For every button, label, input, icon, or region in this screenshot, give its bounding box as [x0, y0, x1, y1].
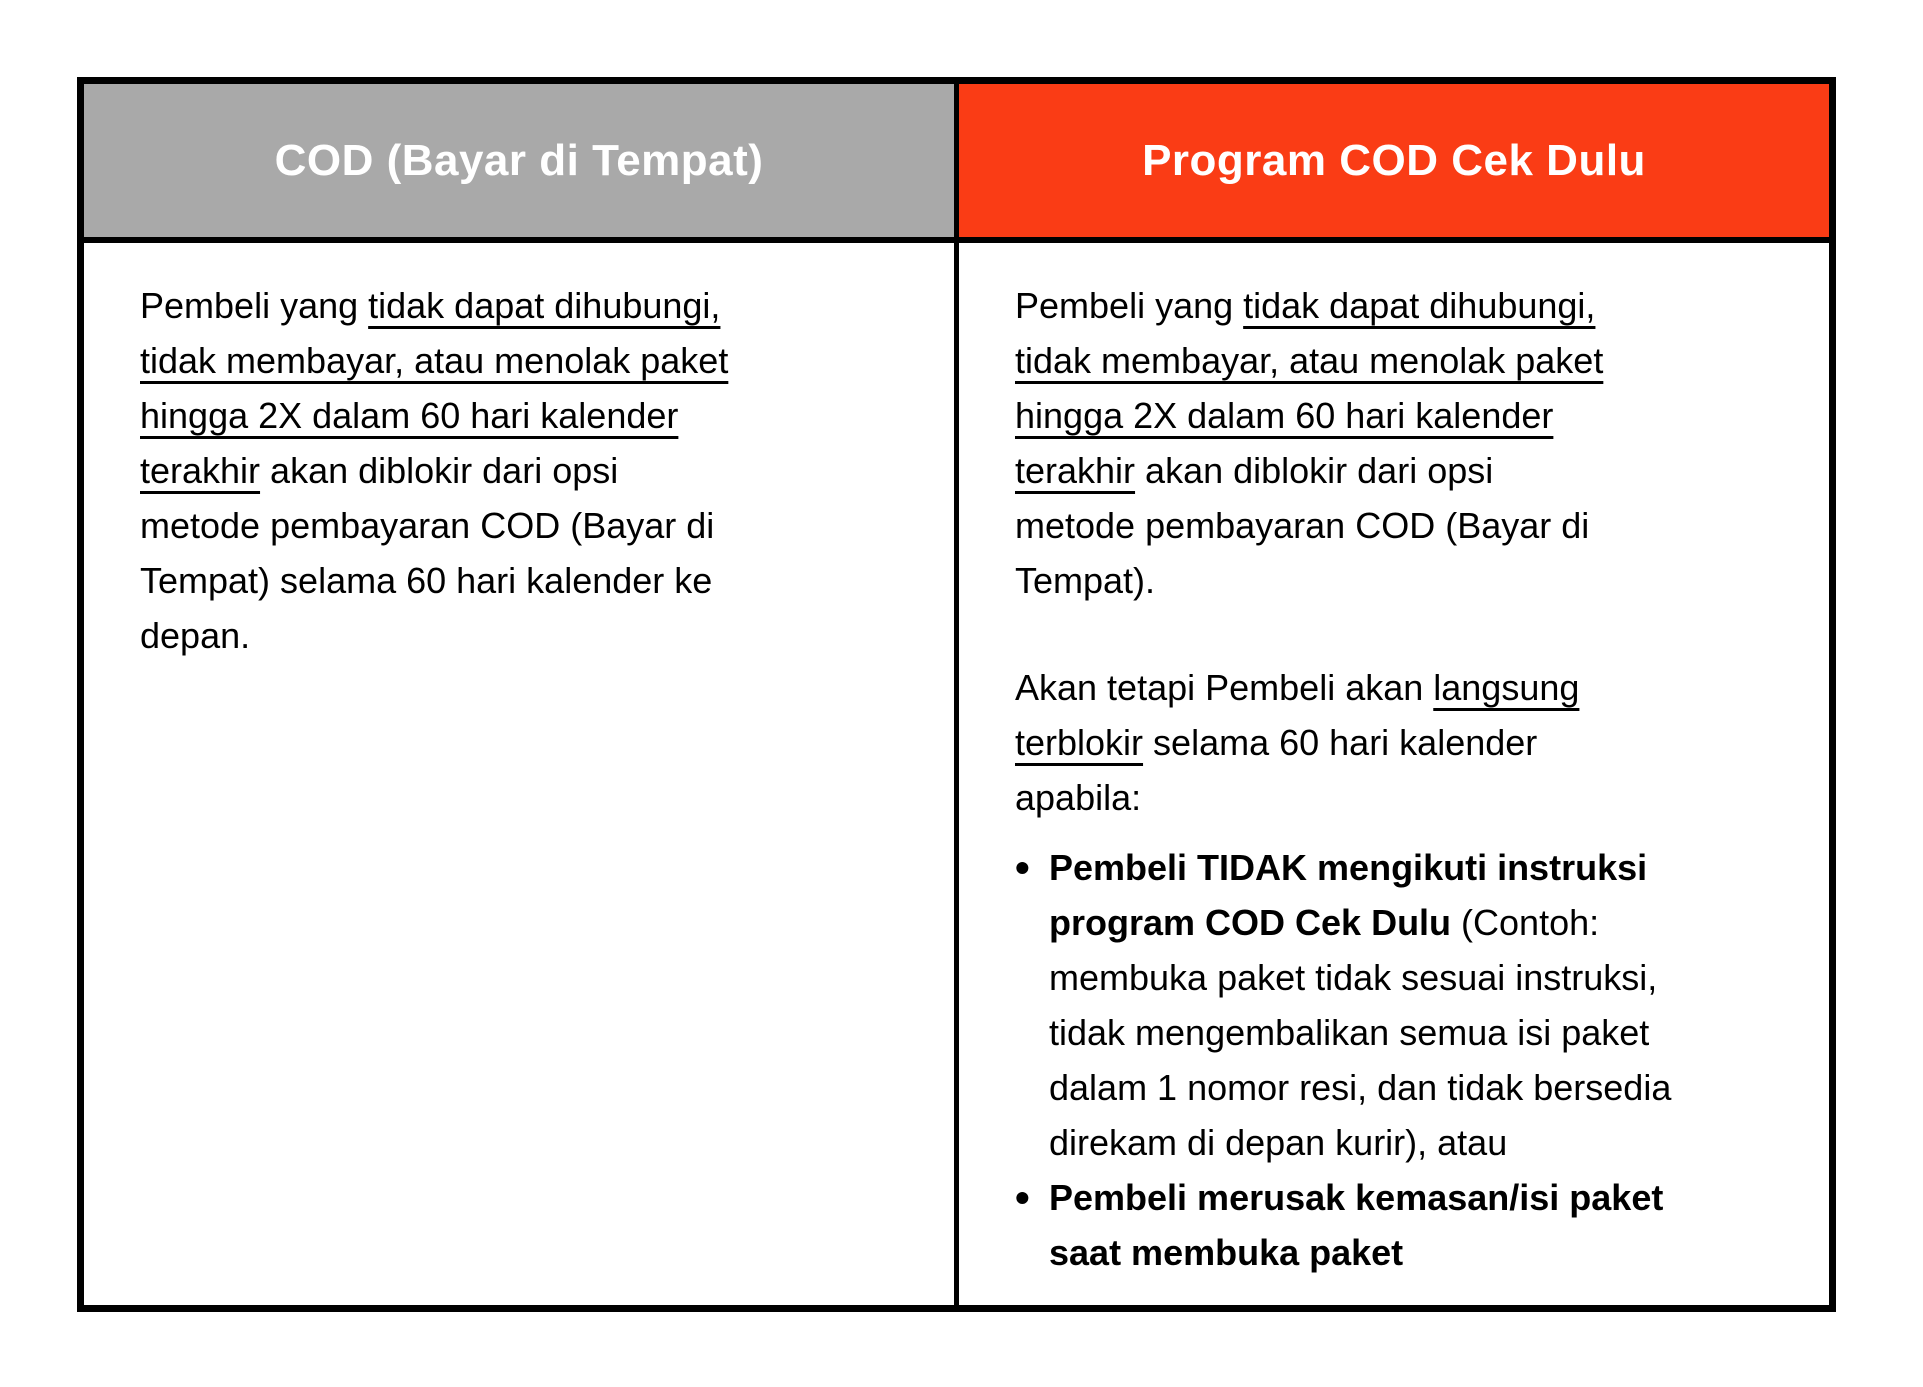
text-run: akan diblokir dari opsi — [260, 450, 619, 491]
text-run: metode pembayaran COD (Bayar di — [140, 505, 715, 546]
cell-cod-cek-dulu-policy — [954, 243, 1829, 1305]
underlined-text-run: terakhir — [140, 450, 261, 491]
underlined-text-run: tidak membayar, atau menolak paket — [140, 340, 729, 381]
bullet-icon: • — [1015, 1174, 1030, 1221]
cod-comparison-table — [77, 77, 1836, 1312]
text-run: direkam di depan kurir), atau — [1049, 1122, 1508, 1163]
underlined-text-run: tidak membayar, atau menolak paket — [1015, 340, 1604, 381]
text-run: tidak mengembalikan semua isi paket — [1049, 1012, 1650, 1053]
text-run: membuka paket tidak sesuai instruksi, — [1049, 957, 1658, 998]
list-item-text — [1049, 1170, 1795, 1280]
list-item — [1015, 1170, 1795, 1280]
text-run: akan diblokir dari opsi — [1135, 450, 1494, 491]
table-header-row — [84, 84, 1829, 243]
text-run: metode pembayaran COD (Bayar di — [1015, 505, 1590, 546]
text-run: Akan tetapi Pembeli akan — [1015, 667, 1434, 708]
bullet-icon: • — [1015, 844, 1030, 891]
cod-policy-paragraph — [140, 278, 920, 663]
text-run: depan. — [140, 615, 251, 656]
block-conditions-list — [1015, 840, 1795, 1280]
underlined-text-run: hingga 2X dalam 60 hari kalender — [140, 395, 679, 436]
instant-block-paragraph — [1015, 660, 1795, 825]
text-run: Tempat) selama 60 hari kalender ke — [140, 560, 713, 601]
bold-text-run: saat membuka paket — [1049, 1232, 1404, 1273]
text-run: selama 60 hari kalender — [1143, 722, 1538, 763]
list-item — [1015, 840, 1795, 1170]
bold-text-run: Pembeli TIDAK mengikuti instruksi — [1049, 847, 1648, 888]
text-run: (Contoh: — [1451, 902, 1600, 943]
underlined-text-run: terblokir — [1015, 722, 1144, 763]
text-run: Pembeli yang — [140, 285, 369, 326]
bold-text-run: Pembeli merusak kemasan/isi paket — [1049, 1177, 1664, 1218]
text-run: Tempat). — [1015, 560, 1156, 601]
text-run: dalam 1 nomor resi, dan tidak bersedia — [1049, 1067, 1672, 1108]
list-item-text — [1049, 840, 1795, 1170]
cek-dulu-policy-paragraph — [1015, 278, 1795, 608]
underlined-text-run: tidak dapat dihubungi, — [1243, 285, 1596, 326]
header-cod-bayar-di-tempat: COD (Bayar di Tempat) — [84, 84, 954, 237]
cell-cod-policy — [84, 243, 954, 1305]
underlined-text-run: langsung — [1433, 667, 1580, 708]
underlined-text-run: tidak dapat dihubungi, — [368, 285, 721, 326]
header-program-cod-cek-dulu: Program COD Cek Dulu — [954, 84, 1829, 237]
underlined-text-run: hingga 2X dalam 60 hari kalender — [1015, 395, 1554, 436]
table-body-row — [84, 243, 1829, 1305]
text-run: Pembeli yang — [1015, 285, 1244, 326]
underlined-text-run: terakhir — [1015, 450, 1136, 491]
bold-text-run: program COD Cek Dulu — [1049, 902, 1452, 943]
text-run: apabila: — [1015, 777, 1142, 818]
